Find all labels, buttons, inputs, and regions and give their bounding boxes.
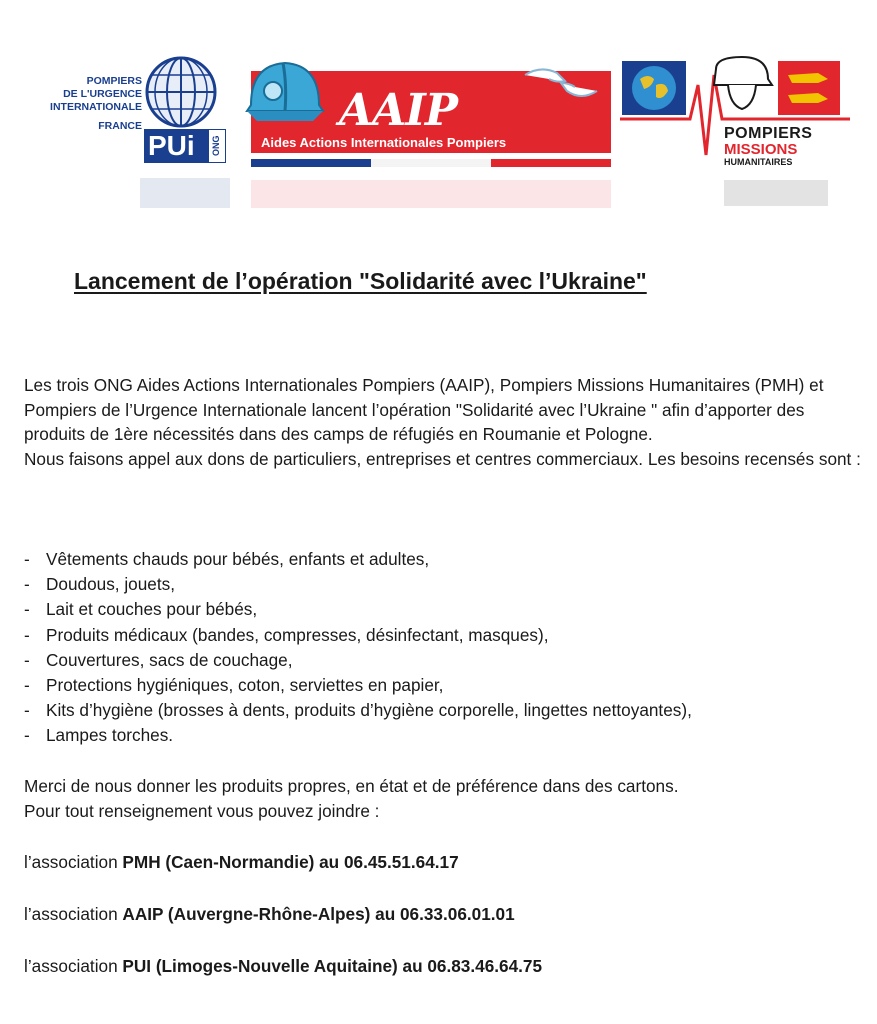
contact-detail: PMH (Caen-Normandie) au 06.45.51.64.17 <box>122 852 459 872</box>
needs-list <box>24 547 874 749</box>
contact-aaip <box>24 904 515 925</box>
pmh-line-1: POMPIERS <box>724 125 813 142</box>
outro-line: Merci de nous donner les produits propres, en état et de préférence dans des cartons. <box>24 776 679 796</box>
aaip-reflection <box>251 180 611 208</box>
aaip-tagline: Aides Actions Internationales Pompiers <box>261 135 507 150</box>
pui-logo <box>30 55 230 175</box>
flag-stripe-red <box>491 159 611 167</box>
contact-detail: AAIP (Auvergne-Rhône-Alpes) au 06.33.06.01.01 <box>122 904 515 924</box>
list-item: - Kits d’hygiène (brosses à dents, produits d’hygiène corporelle, lingettes nettoyantes), <box>24 698 874 723</box>
contact-prefix: l’association <box>24 852 123 872</box>
aaip-logo <box>243 55 611 175</box>
globe-icon <box>144 55 218 129</box>
list-item: - Vêtements chauds pour bébés, enfants et adultes, <box>24 547 874 572</box>
contact-pui <box>24 956 542 977</box>
list-item: - Lampes torches. <box>24 723 874 748</box>
flag-stripe-white <box>371 159 491 167</box>
intro-paragraph: Les trois ONG Aides Actions Internationales Pompiers (AAIP), Pompiers Missions Humanitaires (PMH) et Pompiers de l’Urgence Internationale lancent l’opération "Solidarité avec l’Ukraine " afin d’apporter des produits de 1ère nécessités dans des camps de réfugiés en Roumanie et Pologne. <box>24 375 824 444</box>
contact-prefix: l’association <box>24 956 123 976</box>
intro-text <box>24 373 864 471</box>
pui-country: FRANCE <box>98 120 142 132</box>
pui-line-2: DE L'URGENCE <box>63 88 142 100</box>
list-item: - Doudous, jouets, <box>24 572 874 597</box>
pui-logo-text <box>50 75 142 133</box>
pui-line-3: INTERNATIONALE <box>50 101 142 113</box>
pmh-line-3: HUMANITAIRES <box>724 157 793 167</box>
pui-ong-label: ONG <box>208 129 226 163</box>
contact-detail: PUI (Limoges-Nouvelle Aquitaine) au 06.83.46.64.75 <box>122 956 543 976</box>
list-item: - Couvertures, sacs de couchage, <box>24 648 874 673</box>
pmh-line-2: MISSIONS <box>724 141 798 158</box>
pui-reflection <box>140 178 230 208</box>
pmh-reflection <box>724 180 828 206</box>
list-item: - Protections hygiéniques, coton, serviettes en papier, <box>24 673 874 698</box>
pmh-logo <box>620 55 850 175</box>
hands-icon <box>521 61 601 105</box>
pui-line-1: POMPIERS <box>86 75 142 87</box>
outro-text <box>24 774 864 823</box>
list-item: - Produits médicaux (bandes, compresses, désinfectant, masques), <box>24 623 874 648</box>
intro-paragraph: Nous faisons appel aux dons de particuliers, entreprises et centres commerciaux. Les besoins recensés sont : <box>24 448 861 469</box>
flag-stripe-blue <box>251 159 371 167</box>
outro-line: Pour tout renseignement vous pouvez joindre : <box>24 800 380 821</box>
list-item: - Lait et couches pour bébés, <box>24 597 874 622</box>
contact-prefix: l’association <box>24 904 123 924</box>
page-title: Lancement de l’opération "Solidarité avec l’Ukraine" <box>74 268 647 294</box>
aaip-name: AAIP <box>339 85 457 136</box>
contact-pmh <box>24 852 459 873</box>
logo-header <box>0 0 877 230</box>
firefighter-helmet-icon <box>243 55 325 129</box>
pui-acronym: PUi <box>144 129 208 163</box>
